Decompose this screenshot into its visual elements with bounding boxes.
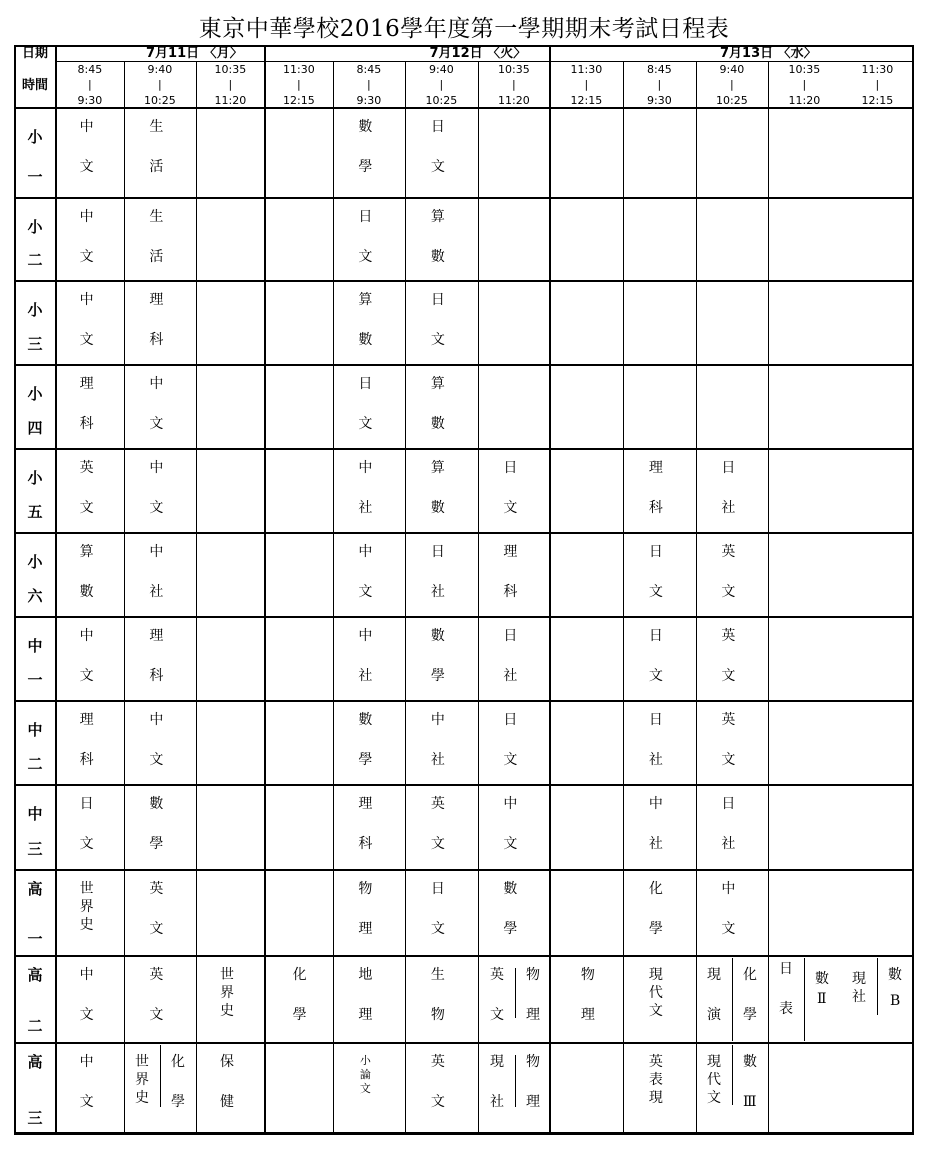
subject-cell: 文 [359, 1082, 371, 1095]
subject-cell: 算 [430, 376, 445, 392]
grade-label: 小 [27, 128, 43, 146]
subject-cell: 中 [79, 209, 94, 225]
split-line [877, 958, 878, 1015]
subject-cell: 算 [430, 209, 445, 225]
subject-cell: 科 [358, 836, 373, 852]
subject-cell: 社 [648, 836, 663, 852]
period-start-time: 9:40 [719, 63, 745, 76]
subject-cell: 現 [707, 967, 721, 983]
subject-cell: 現 [648, 1090, 663, 1106]
subject-cell: 物 [526, 1054, 540, 1070]
subject-cell: 學 [743, 1007, 757, 1023]
subject-cell: 日 [430, 119, 445, 135]
grade-label: 二 [27, 755, 43, 773]
subject-cell: 文 [79, 249, 94, 265]
grade-label: 小 [27, 218, 43, 236]
grade-label: 小 [27, 301, 43, 319]
grade-label: 三 [27, 840, 43, 858]
subject-cell: 論 [359, 1068, 371, 1081]
subject-cell: 文 [503, 500, 518, 516]
period-start-time: 11:30 [570, 63, 603, 76]
split-line [515, 1055, 516, 1107]
subject-cell: 物 [358, 881, 373, 897]
period-end-time: 11:20 [788, 94, 821, 107]
subject-cell: 日 [503, 628, 518, 644]
grade-label: 小 [27, 385, 43, 403]
period-dash: | [158, 78, 162, 91]
subject-cell: 學 [149, 836, 164, 852]
period-end-time: 12:15 [861, 94, 894, 107]
page-title: 東京中華學校2016學年度第一學期期末考試日程表 [198, 16, 730, 42]
subject-cell: 社 [503, 668, 518, 684]
subject-cell: 數 [743, 1054, 757, 1070]
subject-cell: B [890, 993, 901, 1009]
subject-cell: 世 [220, 967, 235, 983]
subject-cell: 理 [526, 1094, 540, 1110]
subject-cell: 社 [852, 989, 866, 1005]
subject-cell: 代 [707, 1072, 721, 1088]
grade-label: 中 [27, 721, 43, 739]
subject-cell: 理 [580, 1007, 595, 1023]
period-start-time: 10:35 [214, 63, 247, 76]
period-end-time: 11:20 [214, 94, 247, 107]
subject-cell: 中 [149, 712, 164, 728]
subject-cell: 英 [648, 1054, 663, 1070]
subject-cell: 中 [149, 376, 164, 392]
subject-cell: 日 [358, 376, 373, 392]
subject-cell: 數 [149, 796, 164, 812]
subject-cell: 中 [503, 796, 518, 812]
subject-cell: 日 [721, 460, 736, 476]
subject-cell: 文 [358, 584, 373, 600]
period-dash: | [367, 78, 371, 91]
day-column-line [549, 45, 551, 1135]
subject-cell: 數 [503, 881, 518, 897]
subject-cell: 學 [503, 921, 518, 937]
subject-cell: 現 [490, 1054, 504, 1070]
subject-cell: 文 [358, 249, 373, 265]
subject-cell: 社 [358, 500, 373, 516]
period-dash: | [802, 78, 807, 91]
period-column-line [405, 61, 406, 1135]
subject-cell: 文 [79, 668, 94, 684]
subject-cell: 文 [503, 836, 518, 852]
period-end-time: 9:30 [356, 94, 382, 107]
period-dash: | [730, 78, 734, 91]
grade-label: 中 [27, 637, 43, 655]
period-dash: | [88, 78, 92, 91]
subject-cell: 日 [430, 544, 445, 560]
period-end-time: 12:15 [570, 94, 603, 107]
period-end-time: 12:15 [283, 94, 315, 107]
subject-cell: 日 [79, 796, 94, 812]
time-label: 時間 [22, 78, 49, 93]
header-divider [56, 61, 914, 62]
row-line [14, 1042, 914, 1044]
subject-cell: 算 [79, 544, 94, 560]
period-end-time: 10:25 [144, 94, 176, 107]
period-column-line [696, 61, 697, 1135]
table-border-right [912, 45, 914, 1135]
subject-cell: 文 [149, 416, 164, 432]
subject-cell: 中 [79, 967, 94, 983]
subject-cell: Ⅲ [743, 1094, 757, 1110]
subject-cell: 文 [149, 921, 164, 937]
subject-cell: 學 [430, 668, 445, 684]
subject-cell: 文 [721, 668, 736, 684]
period-dash: | [657, 78, 662, 91]
subject-cell: 地 [358, 967, 373, 983]
grade-label: 一 [27, 168, 43, 186]
subject-cell: 界 [220, 985, 235, 1001]
period-column-line [333, 61, 334, 1135]
grade-label: 高 [27, 1053, 43, 1071]
subject-cell: 活 [149, 249, 164, 265]
subject-cell: 英 [149, 881, 164, 897]
subject-cell: 理 [358, 1007, 373, 1023]
row-line [14, 700, 914, 702]
subject-cell: 現 [852, 971, 866, 987]
subject-cell: 數 [358, 332, 373, 348]
subject-cell: 化 [171, 1054, 185, 1070]
subject-cell: 史 [79, 917, 94, 933]
subject-cell: 文 [721, 752, 736, 768]
subject-cell: 生 [430, 967, 445, 983]
subject-cell: 文 [721, 584, 736, 600]
subject-cell: 學 [292, 1007, 307, 1023]
grade-label: 四 [27, 419, 43, 437]
subject-cell: 文 [149, 752, 164, 768]
subject-cell: 日 [779, 961, 793, 977]
subject-cell: 日 [430, 881, 445, 897]
subject-cell: 數 [358, 712, 373, 728]
row-line [14, 364, 914, 366]
subject-cell: 日 [648, 628, 663, 644]
subject-cell: 英 [79, 460, 94, 476]
day-label: 7月11日 〈月〉 [146, 46, 243, 61]
subject-cell: 理 [149, 628, 164, 644]
day-column-line [264, 45, 266, 1135]
subject-cell: 中 [648, 796, 663, 812]
table-border-bottom [14, 1132, 914, 1135]
period-start-time: 11:30 [861, 63, 894, 76]
split-line [732, 1045, 733, 1105]
subject-cell: 科 [79, 416, 94, 432]
subject-cell: 社 [721, 500, 736, 516]
table-border-left [14, 45, 16, 1135]
day-label: 7月13日 〈水〉 [720, 46, 817, 61]
row-line [14, 532, 914, 534]
subject-cell: 中 [149, 544, 164, 560]
subject-cell: 科 [503, 584, 518, 600]
period-dash: | [439, 78, 444, 91]
period-column-line [768, 61, 769, 1135]
subject-cell: 文 [149, 1007, 164, 1023]
split-line [732, 958, 733, 1041]
subject-cell: 學 [648, 921, 663, 937]
subject-cell: 學 [171, 1094, 185, 1110]
subject-cell: 活 [149, 159, 164, 175]
subject-cell: 數 [888, 967, 902, 983]
subject-cell: 世 [135, 1054, 149, 1070]
subject-cell: 中 [79, 1054, 94, 1070]
period-column-line [478, 61, 479, 1135]
subject-cell: 數 [430, 416, 445, 432]
subject-cell: 史 [135, 1090, 149, 1106]
subject-cell: 理 [526, 1007, 540, 1023]
subject-cell: 表 [779, 1001, 793, 1017]
subject-cell: 文 [707, 1090, 721, 1106]
subject-cell: 中 [430, 712, 445, 728]
subject-cell: 理 [648, 460, 663, 476]
subject-cell: 社 [490, 1094, 504, 1110]
subject-cell: 日 [430, 292, 445, 308]
subject-cell: 現 [707, 1054, 721, 1070]
subject-cell: 算 [358, 292, 373, 308]
subject-cell: 英 [430, 796, 445, 812]
subject-cell: 史 [220, 1003, 235, 1019]
row-line [14, 448, 914, 450]
row-line [14, 784, 914, 786]
subject-cell: 社 [358, 668, 373, 684]
subject-cell: 學 [358, 159, 373, 175]
subject-cell: 文 [358, 416, 373, 432]
subject-cell: 化 [743, 967, 757, 983]
grade-label: 高 [27, 966, 43, 984]
subject-cell: 文 [79, 1007, 94, 1023]
subject-cell: 文 [79, 836, 94, 852]
subject-cell: 表 [648, 1072, 663, 1088]
subject-cell: 理 [149, 292, 164, 308]
subject-cell: 化 [648, 881, 663, 897]
period-start-time: 10:35 [498, 63, 530, 76]
subject-cell: 科 [149, 332, 164, 348]
grade-label: 中 [27, 805, 43, 823]
subject-cell: 社 [430, 752, 445, 768]
split-line [515, 968, 516, 1018]
subject-cell: 科 [79, 752, 94, 768]
subject-cell: 中 [79, 119, 94, 135]
row-line [14, 869, 914, 871]
subject-cell: 現 [648, 967, 663, 983]
subject-cell: 英 [490, 967, 504, 983]
subject-cell: 理 [503, 544, 518, 560]
subject-cell: 社 [721, 836, 736, 852]
subject-cell: 英 [149, 967, 164, 983]
subject-cell: 數 [430, 249, 445, 265]
subject-cell: 日 [358, 209, 373, 225]
subject-cell: 中 [358, 460, 373, 476]
subject-cell: 理 [358, 796, 373, 812]
day-label: 7月12日 〈火〉 [429, 46, 527, 61]
date-label: 日期 [22, 46, 49, 61]
period-dash: | [584, 78, 589, 91]
period-start-time: 8:45 [77, 63, 103, 76]
subject-cell: 文 [79, 500, 94, 516]
period-column-line [124, 61, 125, 1135]
subject-cell: 中 [358, 544, 373, 560]
subject-cell: 英 [430, 1054, 445, 1070]
grade-label: 三 [27, 1109, 43, 1127]
subject-cell: 數 [79, 584, 94, 600]
subject-cell: 世 [79, 881, 94, 897]
subject-cell: 文 [430, 332, 445, 348]
subject-cell: 生 [149, 209, 164, 225]
header-bottom-line [14, 107, 914, 109]
period-start-time: 8:45 [647, 63, 672, 76]
subject-cell: Ⅱ [817, 991, 827, 1007]
subject-cell: 中 [79, 628, 94, 644]
period-dash: | [512, 78, 516, 91]
subject-cell: 數 [358, 119, 373, 135]
subject-cell: 物 [430, 1007, 445, 1023]
subject-cell: 文 [149, 500, 164, 516]
subject-cell: 文 [79, 1094, 94, 1110]
row-line [14, 280, 914, 282]
subject-cell: 英 [721, 628, 736, 644]
grade-label: 一 [27, 671, 43, 689]
subject-cell: 日 [721, 796, 736, 812]
subject-cell: 文 [430, 921, 445, 937]
subject-cell: 理 [358, 921, 373, 937]
subject-cell: 文 [648, 1003, 663, 1019]
period-end-time: 10:25 [716, 94, 748, 107]
subject-cell: 物 [580, 967, 595, 983]
subject-cell: 文 [490, 1007, 504, 1023]
subject-cell: 文 [721, 921, 736, 937]
subject-cell: 算 [430, 460, 445, 476]
subject-cell: 文 [430, 1094, 445, 1110]
subject-cell: 數 [430, 500, 445, 516]
period-dash: | [228, 78, 233, 91]
period-start-time: 8:45 [356, 63, 382, 76]
subject-cell: 日 [648, 544, 663, 560]
period-dash: | [875, 78, 880, 91]
subject-cell: 中 [149, 460, 164, 476]
period-end-time: 9:30 [77, 94, 103, 107]
period-column-line [623, 61, 624, 1135]
grade-label: 五 [27, 503, 43, 521]
subject-cell: 小 [359, 1054, 371, 1067]
period-dash: | [297, 78, 301, 91]
row-line [14, 197, 914, 199]
subject-cell: 英 [721, 544, 736, 560]
subject-cell: 數 [430, 628, 445, 644]
row-line [14, 955, 914, 957]
subject-cell: 社 [149, 584, 164, 600]
subject-cell: 代 [648, 985, 663, 1001]
subject-cell: 學 [358, 752, 373, 768]
subject-cell: 英 [721, 712, 736, 728]
grade-label: 六 [27, 587, 43, 605]
subject-cell: 社 [648, 752, 663, 768]
period-end-time: 10:25 [425, 94, 458, 107]
grade-label: 三 [27, 335, 43, 353]
subject-cell: 界 [79, 899, 94, 915]
subject-cell: 科 [648, 500, 663, 516]
subject-cell: 文 [79, 159, 94, 175]
grade-label: 二 [27, 1017, 43, 1035]
subject-cell: 日 [648, 712, 663, 728]
row-line [14, 616, 914, 618]
period-start-time: 11:30 [283, 63, 315, 76]
period-start-time: 10:35 [788, 63, 821, 76]
subject-cell: 物 [526, 967, 540, 983]
subject-cell: 數 [815, 971, 829, 987]
period-end-time: 11:20 [498, 94, 530, 107]
subject-cell: 界 [135, 1072, 149, 1088]
subject-cell: 健 [220, 1094, 235, 1110]
split-line [160, 1045, 161, 1107]
split-line [804, 958, 805, 1041]
subject-cell: 中 [79, 292, 94, 308]
period-column-line [196, 61, 197, 1135]
subject-cell: 文 [503, 752, 518, 768]
subject-cell: 文 [79, 332, 94, 348]
subject-cell: 日 [503, 712, 518, 728]
period-end-time: 9:30 [647, 94, 672, 107]
period-start-time: 9:40 [429, 63, 454, 76]
subject-cell: 理 [79, 712, 94, 728]
subject-cell: 生 [149, 119, 164, 135]
subject-cell: 社 [430, 584, 445, 600]
subject-cell: 演 [707, 1007, 721, 1023]
grade-label: 小 [27, 553, 43, 571]
subject-cell: 文 [648, 668, 663, 684]
subject-cell: 文 [430, 836, 445, 852]
exam-schedule-table [14, 45, 914, 1135]
grade-label: 高 [27, 880, 43, 898]
period-column-line [56, 61, 57, 1135]
period-start-time: 9:40 [147, 63, 173, 76]
subject-cell: 中 [721, 881, 736, 897]
grade-label: 二 [27, 251, 43, 269]
subject-cell: 科 [149, 668, 164, 684]
subject-cell: 文 [430, 159, 445, 175]
subject-cell: 保 [220, 1054, 235, 1070]
subject-cell: 文 [648, 584, 663, 600]
subject-cell: 化 [292, 967, 307, 983]
subject-cell: 中 [358, 628, 373, 644]
subject-cell: 理 [79, 376, 94, 392]
subject-cell: 日 [503, 460, 518, 476]
grade-label: 一 [27, 930, 43, 948]
grade-label: 小 [27, 469, 43, 487]
